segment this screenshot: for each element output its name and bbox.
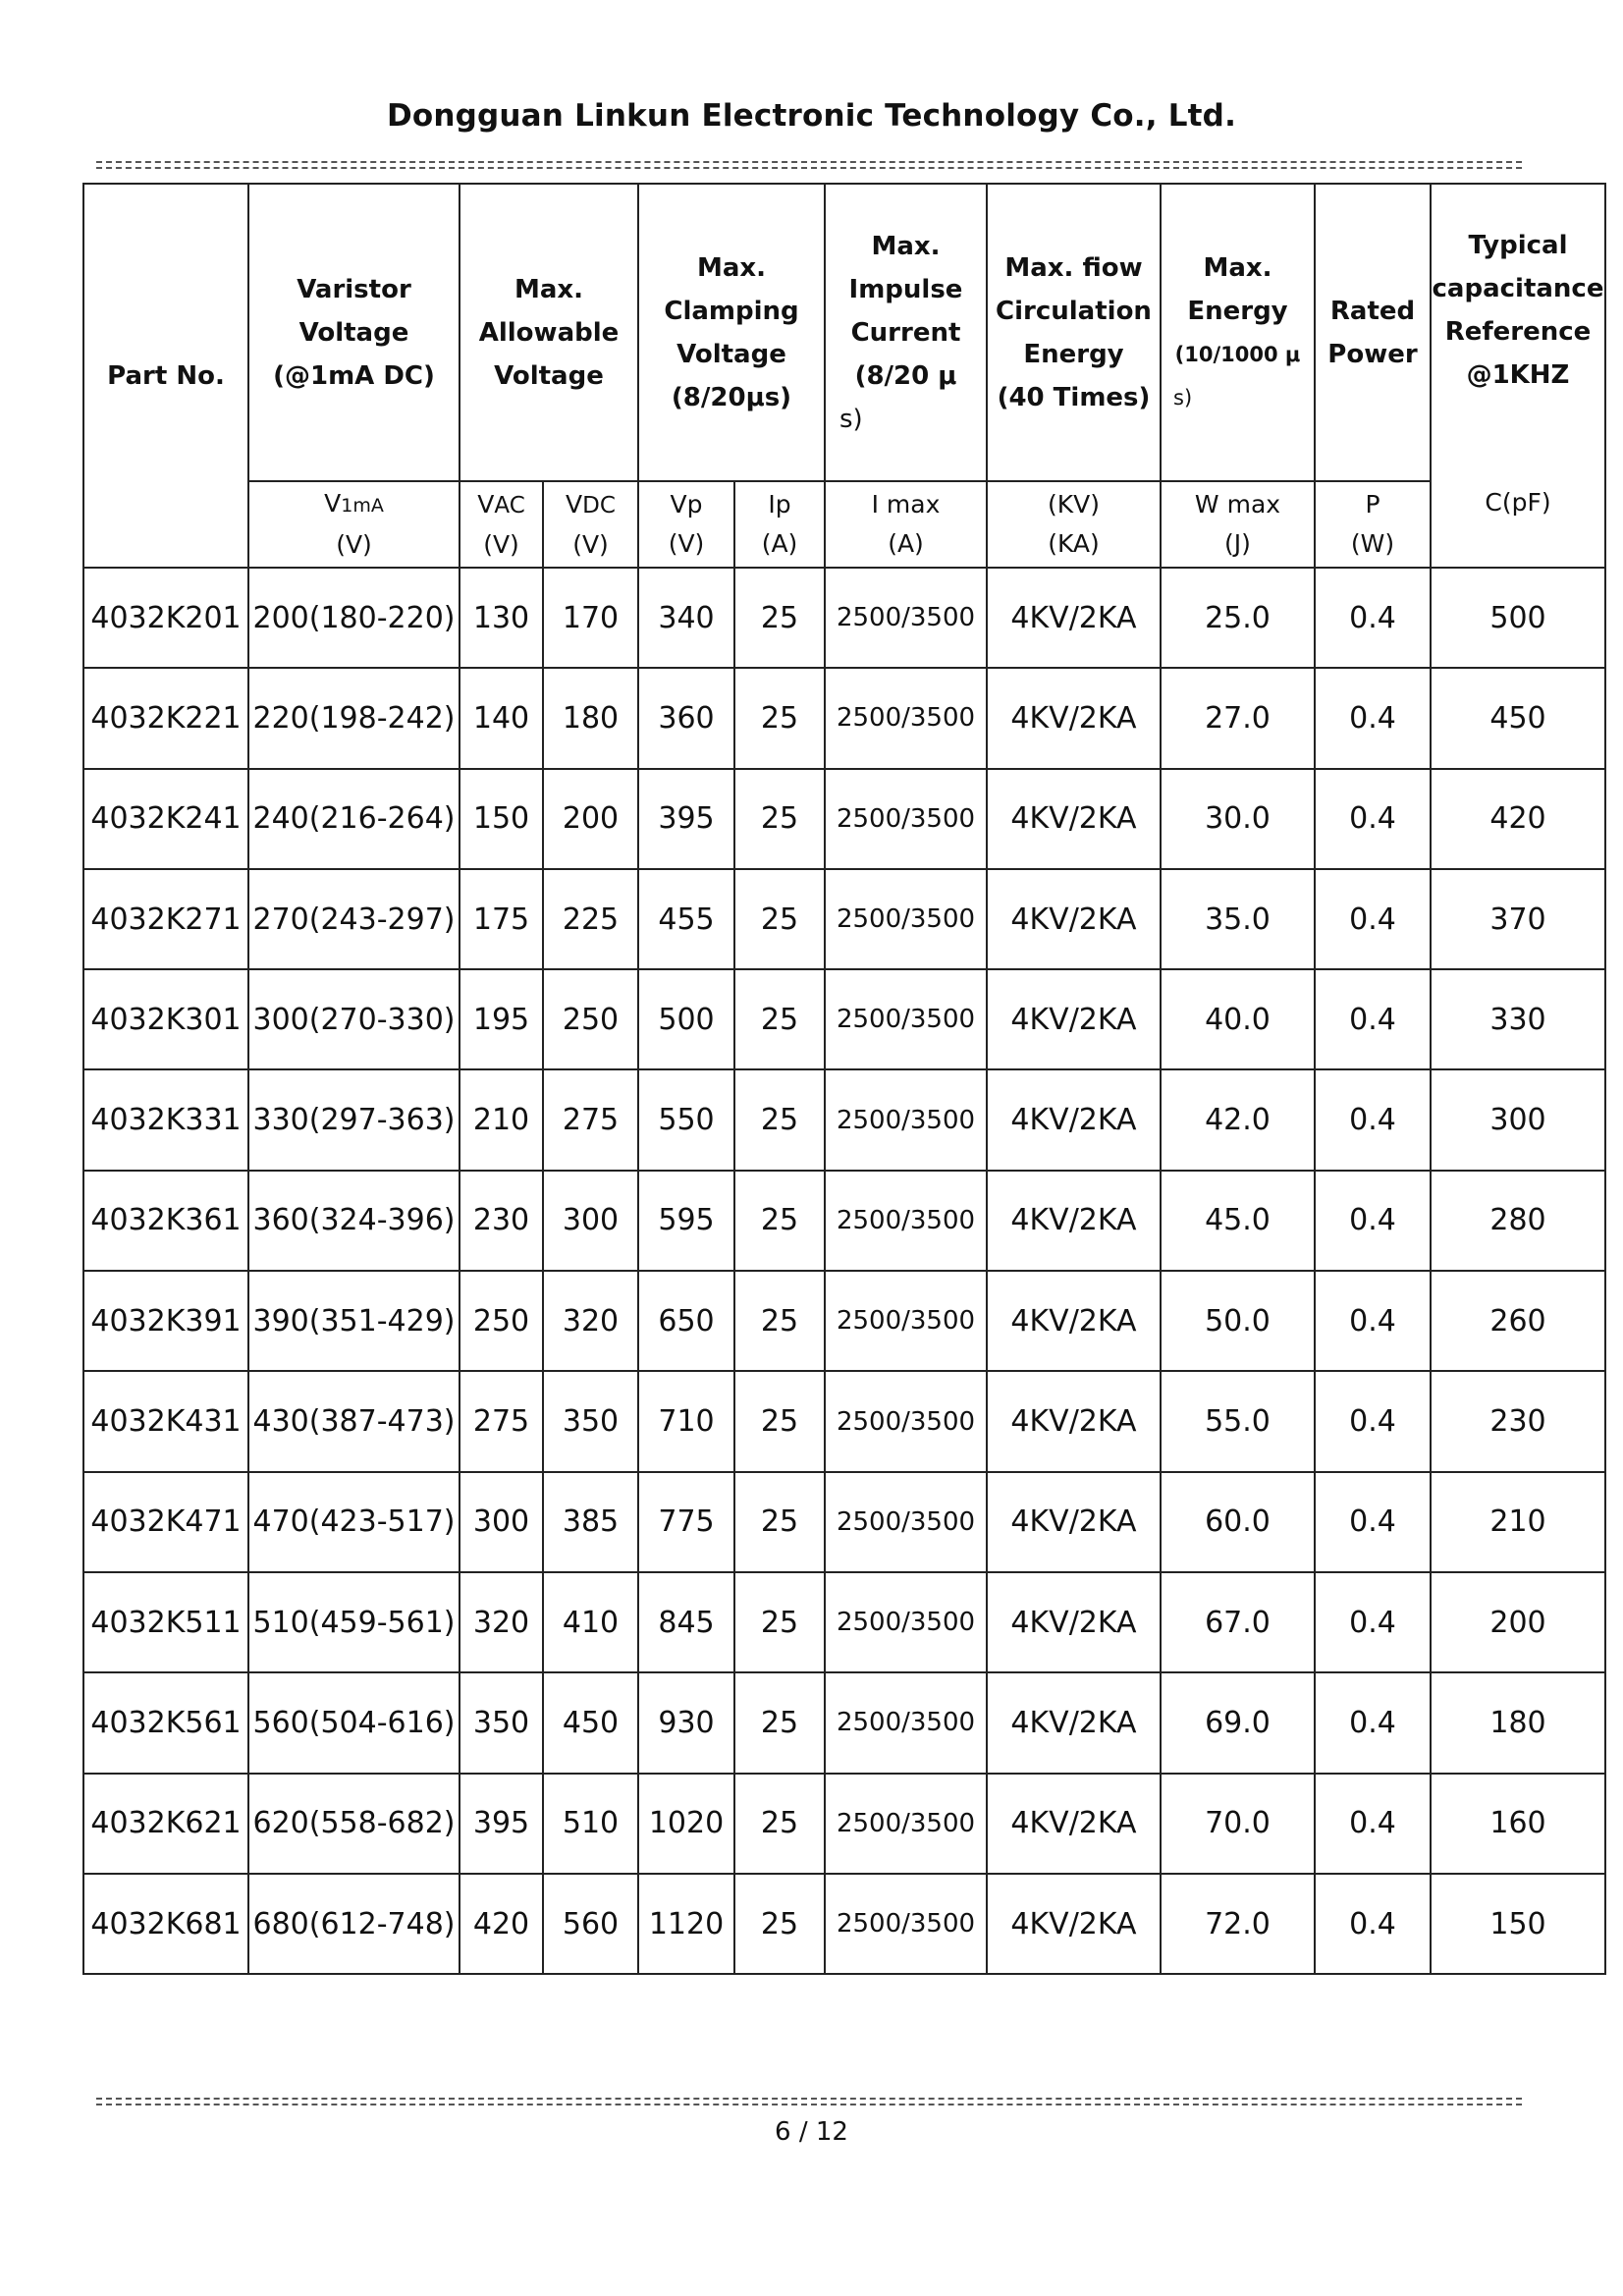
cell-part-no: 4032K621	[83, 1774, 248, 1874]
unit-vp: Vp (V)	[638, 481, 734, 568]
unit-v1ma: V1mA (V)	[248, 481, 460, 568]
cell-varistor-voltage: 200(180-220)	[248, 568, 460, 668]
cell-part-no: 4032K681	[83, 1874, 248, 1974]
cell-vdc: 170	[543, 568, 638, 668]
cell-varistor-voltage: 240(216-264)	[248, 769, 460, 869]
table-row	[83, 769, 1605, 869]
table-row	[83, 1774, 1605, 1874]
cell-flow-energy: 4KV/2KA	[987, 1171, 1161, 1271]
header-varistor-voltage: Varistor Voltage (@1mA DC)	[248, 184, 460, 481]
cell-wmax: 60.0	[1161, 1472, 1315, 1572]
company-name: Dongguan Linkun Electronic Technology Co., Ltd.	[386, 98, 1237, 134]
cell-wmax: 69.0	[1161, 1672, 1315, 1773]
table-row	[83, 869, 1605, 969]
cell-part-no: 4032K511	[83, 1572, 248, 1672]
table-row	[83, 969, 1605, 1069]
cell-power: 0.4	[1315, 1472, 1431, 1572]
cell-varistor-voltage: 300(270-330)	[248, 969, 460, 1069]
cell-ip: 25	[734, 668, 825, 768]
cell-power: 0.4	[1315, 1774, 1431, 1874]
cell-vdc: 300	[543, 1171, 638, 1271]
cell-imax: 2500/3500	[825, 1069, 987, 1170]
cell-imax: 2500/3500	[825, 1572, 987, 1672]
cell-flow-energy: 4KV/2KA	[987, 1069, 1161, 1170]
cell-capacitance: 230	[1431, 1371, 1605, 1471]
cell-power: 0.4	[1315, 1271, 1431, 1371]
cell-wmax: 72.0	[1161, 1874, 1315, 1974]
header-max-clamping-voltage: Max. Clamping Voltage (8/20μs)	[638, 184, 825, 481]
cell-vdc: 225	[543, 869, 638, 969]
cell-varistor-voltage: 390(351-429)	[248, 1271, 460, 1371]
cell-vac: 210	[460, 1069, 543, 1170]
cell-ip: 25	[734, 1572, 825, 1672]
cell-capacitance: 450	[1431, 668, 1605, 768]
cell-power: 0.4	[1315, 1069, 1431, 1170]
cell-flow-energy: 4KV/2KA	[987, 1271, 1161, 1371]
varistor-spec-table	[82, 183, 1606, 1975]
cell-power: 0.4	[1315, 969, 1431, 1069]
table-body	[83, 568, 1605, 1974]
cell-wmax: 30.0	[1161, 769, 1315, 869]
cell-power: 0.4	[1315, 869, 1431, 969]
cell-imax: 2500/3500	[825, 568, 987, 668]
cell-power: 0.4	[1315, 1572, 1431, 1672]
cell-ip: 25	[734, 969, 825, 1069]
cell-imax: 2500/3500	[825, 1874, 987, 1974]
cell-flow-energy: 4KV/2KA	[987, 1371, 1161, 1471]
cell-part-no: 4032K361	[83, 1171, 248, 1271]
header-rated-power: Rated Power	[1315, 184, 1431, 481]
cell-varistor-voltage: 220(198-242)	[248, 668, 460, 768]
cell-part-no: 4032K301	[83, 969, 248, 1069]
cell-ip: 25	[734, 1672, 825, 1773]
cell-vdc: 320	[543, 1271, 638, 1371]
cell-vp: 930	[638, 1672, 734, 1773]
cell-power: 0.4	[1315, 1672, 1431, 1773]
cell-flow-energy: 4KV/2KA	[987, 1472, 1161, 1572]
cell-flow-energy: 4KV/2KA	[987, 668, 1161, 768]
cell-flow-energy: 4KV/2KA	[987, 1774, 1161, 1874]
cell-ip: 25	[734, 1171, 825, 1271]
cell-imax: 2500/3500	[825, 668, 987, 768]
cell-imax: 2500/3500	[825, 969, 987, 1069]
cell-ip: 25	[734, 1371, 825, 1471]
cell-imax: 2500/3500	[825, 769, 987, 869]
cell-part-no: 4032K201	[83, 568, 248, 668]
cell-capacitance: 210	[1431, 1472, 1605, 1572]
cell-vp: 340	[638, 568, 734, 668]
cell-wmax: 40.0	[1161, 969, 1315, 1069]
cell-wmax: 67.0	[1161, 1572, 1315, 1672]
cell-vp: 775	[638, 1472, 734, 1572]
cell-ip: 25	[734, 869, 825, 969]
cell-vac: 395	[460, 1774, 543, 1874]
cell-flow-energy: 4KV/2KA	[987, 969, 1161, 1069]
unit-kv-ka: (KV) (KA)	[987, 481, 1161, 568]
cell-imax: 2500/3500	[825, 869, 987, 969]
table-row	[83, 1672, 1605, 1773]
cell-part-no: 4032K271	[83, 869, 248, 969]
cell-ip: 25	[734, 1874, 825, 1974]
cell-varistor-voltage: 270(243-297)	[248, 869, 460, 969]
table-row	[83, 668, 1605, 768]
cell-capacitance: 370	[1431, 869, 1605, 969]
cell-power: 0.4	[1315, 1171, 1431, 1271]
cell-ip: 25	[734, 769, 825, 869]
cell-varistor-voltage: 680(612-748)	[248, 1874, 460, 1974]
page-number: 6 / 12	[775, 2117, 848, 2147]
cell-wmax: 55.0	[1161, 1371, 1315, 1471]
cell-power: 0.4	[1315, 1874, 1431, 1974]
cell-varistor-voltage: 330(297-363)	[248, 1069, 460, 1170]
cell-power: 0.4	[1315, 568, 1431, 668]
cell-varistor-voltage: 560(504-616)	[248, 1672, 460, 1773]
unit-wmax: W max (J)	[1161, 481, 1315, 568]
cell-part-no: 4032K471	[83, 1472, 248, 1572]
cell-power: 0.4	[1315, 1371, 1431, 1471]
cell-capacitance: 260	[1431, 1271, 1605, 1371]
cell-capacitance: 180	[1431, 1672, 1605, 1773]
cell-varistor-voltage: 510(459-561)	[248, 1572, 460, 1672]
cell-vp: 1120	[638, 1874, 734, 1974]
cell-vdc: 410	[543, 1572, 638, 1672]
unit-ip: Ip (A)	[734, 481, 825, 568]
cell-wmax: 42.0	[1161, 1069, 1315, 1170]
header-part-no: Part No.	[83, 184, 248, 568]
cell-flow-energy: 4KV/2KA	[987, 1672, 1161, 1773]
cell-vp: 455	[638, 869, 734, 969]
table-row	[83, 1371, 1605, 1471]
cell-imax: 2500/3500	[825, 1171, 987, 1271]
cell-vdc: 200	[543, 769, 638, 869]
cell-capacitance: 150	[1431, 1874, 1605, 1974]
cell-vp: 1020	[638, 1774, 734, 1874]
header-max-flow-energy: Max. fiow Circulation Energy (40 Times)	[987, 184, 1161, 481]
cell-vp: 550	[638, 1069, 734, 1170]
header-max-energy: Max. Energy (10/1000 μ s)	[1161, 184, 1315, 481]
cell-imax: 2500/3500	[825, 1271, 987, 1371]
unit-imax: I max (A)	[825, 481, 987, 568]
cell-vac: 320	[460, 1572, 543, 1672]
unit-c: C(pF)	[1485, 488, 1551, 517]
cell-capacitance: 300	[1431, 1069, 1605, 1170]
cell-varistor-voltage: 470(423-517)	[248, 1472, 460, 1572]
unit-vac: VAC (V)	[460, 481, 543, 568]
table-row	[83, 1472, 1605, 1572]
table-row	[83, 1069, 1605, 1170]
cell-imax: 2500/3500	[825, 1371, 987, 1471]
cell-vac: 150	[460, 769, 543, 869]
cell-vac: 230	[460, 1171, 543, 1271]
cell-vdc: 510	[543, 1774, 638, 1874]
table-row	[83, 568, 1605, 668]
cell-flow-energy: 4KV/2KA	[987, 1572, 1161, 1672]
cell-vp: 500	[638, 969, 734, 1069]
table-row	[83, 1874, 1605, 1974]
cell-vp: 595	[638, 1171, 734, 1271]
cell-varistor-voltage: 620(558-682)	[248, 1774, 460, 1874]
cell-imax: 2500/3500	[825, 1774, 987, 1874]
cell-vac: 420	[460, 1874, 543, 1974]
cell-capacitance: 500	[1431, 568, 1605, 668]
cell-wmax: 45.0	[1161, 1171, 1315, 1271]
cell-wmax: 35.0	[1161, 869, 1315, 969]
cell-capacitance: 200	[1431, 1572, 1605, 1672]
cell-ip: 25	[734, 1472, 825, 1572]
cell-capacitance: 160	[1431, 1774, 1605, 1874]
cell-vac: 250	[460, 1271, 543, 1371]
cell-ip: 25	[734, 1069, 825, 1170]
cell-power: 0.4	[1315, 769, 1431, 869]
cell-vac: 300	[460, 1472, 543, 1572]
cell-vp: 845	[638, 1572, 734, 1672]
cell-vac: 275	[460, 1371, 543, 1471]
cell-vac: 350	[460, 1672, 543, 1773]
cell-vac: 130	[460, 568, 543, 668]
cell-vp: 650	[638, 1271, 734, 1371]
cell-vp: 360	[638, 668, 734, 768]
cell-vac: 140	[460, 668, 543, 768]
cell-ip: 25	[734, 568, 825, 668]
cell-ip: 25	[734, 1774, 825, 1874]
cell-vdc: 560	[543, 1874, 638, 1974]
header-max-allowable-voltage: Max. Allowable Voltage	[460, 184, 638, 481]
cell-vp: 710	[638, 1371, 734, 1471]
cell-capacitance: 420	[1431, 769, 1605, 869]
cell-vdc: 385	[543, 1472, 638, 1572]
cell-flow-energy: 4KV/2KA	[987, 869, 1161, 969]
cell-ip: 25	[734, 1271, 825, 1371]
cell-part-no: 4032K221	[83, 668, 248, 768]
cell-vp: 395	[638, 769, 734, 869]
cell-flow-energy: 4KV/2KA	[987, 568, 1161, 668]
header-typical-capacitance: Typical capacitance Reference @1KHZ C(pF)	[1431, 184, 1605, 568]
table-row	[83, 1572, 1605, 1672]
cell-flow-energy: 4KV/2KA	[987, 769, 1161, 869]
cell-part-no: 4032K331	[83, 1069, 248, 1170]
cell-imax: 2500/3500	[825, 1672, 987, 1773]
header-max-impulse-current: Max. Impulse Current (8/20 μ s)	[825, 184, 987, 481]
cell-imax: 2500/3500	[825, 1472, 987, 1572]
cell-varistor-voltage: 360(324-396)	[248, 1171, 460, 1271]
bottom-separator	[96, 2096, 1522, 2109]
cell-vdc: 180	[543, 668, 638, 768]
cell-vac: 175	[460, 869, 543, 969]
table-row	[83, 1271, 1605, 1371]
cell-vdc: 250	[543, 969, 638, 1069]
cell-part-no: 4032K561	[83, 1672, 248, 1773]
cell-wmax: 25.0	[1161, 568, 1315, 668]
cell-vdc: 450	[543, 1672, 638, 1773]
cell-part-no: 4032K241	[83, 769, 248, 869]
top-separator	[96, 159, 1522, 173]
cell-wmax: 27.0	[1161, 668, 1315, 768]
cell-vdc: 275	[543, 1069, 638, 1170]
cell-wmax: 50.0	[1161, 1271, 1315, 1371]
cell-capacitance: 330	[1431, 969, 1605, 1069]
cell-part-no: 4032K391	[83, 1271, 248, 1371]
cell-vac: 195	[460, 969, 543, 1069]
unit-power: P (W)	[1315, 481, 1431, 568]
cell-vdc: 350	[543, 1371, 638, 1471]
cell-capacitance: 280	[1431, 1171, 1605, 1271]
cell-flow-energy: 4KV/2KA	[987, 1874, 1161, 1974]
cell-varistor-voltage: 430(387-473)	[248, 1371, 460, 1471]
cell-part-no: 4032K431	[83, 1371, 248, 1471]
unit-vdc: VDC (V)	[543, 481, 638, 568]
table-row	[83, 1171, 1605, 1271]
cell-power: 0.4	[1315, 668, 1431, 768]
cell-wmax: 70.0	[1161, 1774, 1315, 1874]
